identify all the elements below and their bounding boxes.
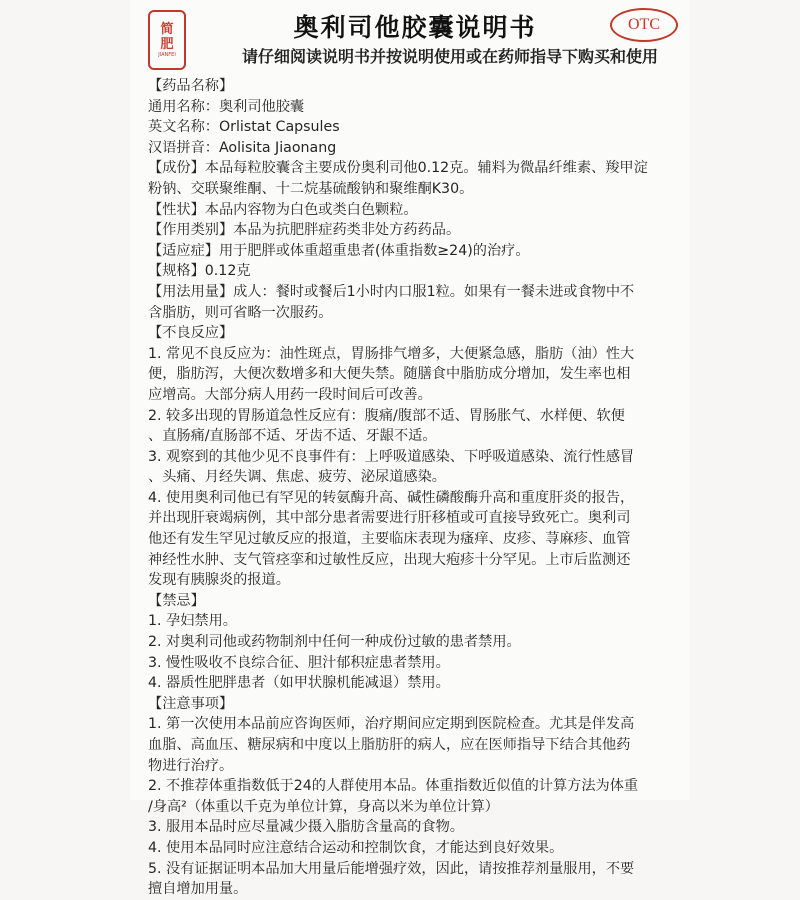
text-line: 5. 没有证据证明本品加大用量后能增强疗效，因此，请按推荐剂量服用，不要 [148,860,635,877]
logo-small-text: JIANFEI [158,51,176,58]
text-line: 发现有胰腺炎的报道。 [148,572,290,589]
text-line: 【禁忌】 [148,592,205,609]
text-line: 4. 器质性肥胖患者（如甲状腺机能减退）禁用。 [148,675,450,692]
text-line: 神经性水肿、支气管痉挛和过敏性反应，出现大疱疹十分罕见。上市后监测还 [148,551,631,568]
text-line: 4. 使用奥利司他已有罕见的转氨酶升高、碱性磷酸酶升高和重度肝炎的报告， [148,489,635,506]
text-line: 2. 对奥利司他或药物制剂中任何一种成份过敏的患者禁用。 [148,634,521,651]
text-line: 【作用类别】本品为抗肥胖症药类非处方药药品。 [148,222,461,239]
text-line: 【用法用量】成人：餐时或餐后1小时内口服1粒。如果有一餐未进或食物中不 [148,283,635,300]
text-line: 、直肠痛/直肠部不适、牙齿不适、牙龈不适。 [148,428,437,445]
text-line: 汉语拼音：Aolisita Jiaonang [148,139,337,156]
text-line: 、头痛、月经失调、焦虑、疲劳、泌尿道感染。 [148,469,446,486]
text-line: 4. 使用本品同时应注意结合运动和控制饮食，才能达到良好效果。 [148,839,564,856]
document-body [148,76,683,900]
text-line: 【性状】本品内容物为白色或类白色颗粒。 [148,201,418,218]
text-line: 3. 服用本品时应尽量减少摄入脂肪含量高的食物。 [148,819,464,836]
otc-badge: OTC [610,8,678,42]
document-title: 奥利司他胶囊说明书 [293,13,537,42]
brand-logo [148,10,186,70]
text-line: 粉钠、交联聚维酮、十二烷基硫酸钠和聚维酮K30。 [148,180,474,197]
text-line: 3. 观察到的其他少见不良事件有：上呼吸道感染、下呼吸道感染、流行性感冒 [148,448,635,465]
text-line: 便，脂肪泻，大便次数增多和大便失禁。随膳食中脂肪成分增加，发生率也相 [148,366,631,383]
text-line: 【规格】0.12克 [148,263,251,280]
text-line: 1. 孕妇禁用。 [148,613,237,630]
text-line: 【注意事项】 [148,695,234,712]
text-line: /身高²（体重以千克为单位计算，身高以米为单位计算） [148,798,499,815]
text-line: 1. 常见不良反应为：油性斑点，胃肠排气增多，大便紧急感，脂肪（油）性大 [148,345,635,362]
text-line: 通用名称：奥利司他胶囊 [148,98,305,115]
text-line: 血脂、高血压、糖尿病和中度以上脂肪肝的病人，应在医师指导下结合其他药 [148,737,631,753]
text-line: 1. 第一次使用本品前应咨询医师，治疗期间应定期到医院检查。尤其是伴发高 [148,716,635,733]
text-line: 应增高。大部分病人用药一段时间后可改善。 [148,386,432,403]
text-line: 他还有发生罕见过敏反应的报道，主要临床表现为瘙痒、皮疹、荨麻疹、血管 [148,531,631,548]
text-line: 3. 慢性吸收不良综合征、胆汁郁积症患者禁用。 [148,654,450,671]
text-line: 【药品名称】 [148,78,234,94]
text-line: 【适应症】用于肥胖或体重超重患者(体重指数≥24)的治疗。 [148,242,530,259]
logo-char-1: 简 [160,21,174,37]
text-line: 物进行治疗。 [148,757,234,774]
text-line: 【成份】本品每粒胶囊含主要成份奥利司他0.12克。辅料为微晶纤维素、羧甲淀 [148,160,648,177]
text-line: 【不良反应】 [148,325,234,342]
text-line: 擅自增加用量。 [148,881,248,898]
text-line: 英文名称：Orlistat Capsules [148,119,340,136]
text-line: 2. 不推荐体重指数低于24的人群使用本品。体重指数近似值的计算方法为体重 [148,778,639,795]
text-line: 2. 较多出现的胃肠道急性反应有：腹痛/腹部不适、胃肠胀气、水样便、软便 [148,407,625,424]
text-line: 并出现肝衰竭病例，其中部分患者需要进行肝移植或可直接导致死亡。奥利司 [148,510,631,527]
document-subtitle: 请仔细阅读说明书并按说明使用或在药师指导下购买和使用 [241,47,658,66]
logo-char-2: 肥 [160,36,174,52]
text-line: 含脂肪，则可省略一次服药。 [148,304,333,321]
